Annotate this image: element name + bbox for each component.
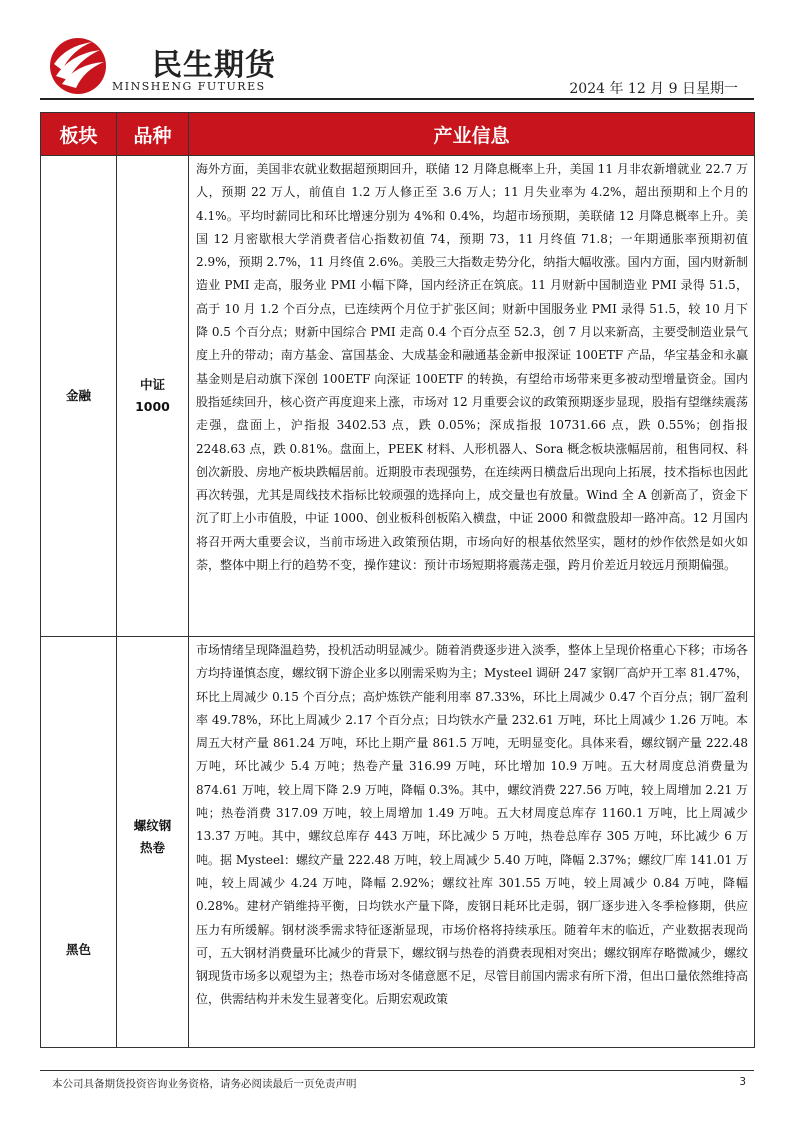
footer-disclaimer: 本公司具备期货投资咨询业务资格，请务必阅读最后一页免责声明: [52, 1078, 357, 1090]
column-header-variety: 品种: [117, 113, 189, 156]
variety-cell: 中证 1000: [117, 156, 189, 637]
page-header: [40, 30, 754, 100]
column-header-info: 产业信息: [189, 113, 755, 156]
industry-info-table: [40, 112, 755, 1048]
sector-cell: 黑色: [41, 637, 117, 1048]
industry-info-cell: 市场情绪呈现降温趋势，投机活动明显减少。随着消费逐步进入淡季，整体上呈现价格重心下移；市场各方均持谨慎态度，螺纹钢下游企业多以刚需采购为主；Mysteel 调研 247 家钢厂高炉开工率 81.47%，环比上周减少 0.15 个百分点；高炉炼铁产能利用率 87.33%，环比上周减少 0.47 个百分点；钢厂盈利率 49.78%，环比上周减少 2.17 个百分点；日均铁水产量 232.61 万吨，环比上周减少 1.26 万吨。本周五大材产量 861.24 万吨，环比上期产量 861.5 万吨，无明显变化。具体来看，螺纹钢产量 222.48 万吨，环比减少 5.4 万吨；热卷产量 316.99 万吨，环比增加 10.9 万吨。五大材周度总消费量为 874.61 万吨，较上周下降 2.9 万吨，降幅 0.3%。其中，螺纹消费 227.56 万吨，较上周增加 2.21 万吨；热卷消费 317.09 万吨，较上周增加 1.49 万吨。五大材周度总库存 1160.1 万吨，比上周减少 13.37 万吨。其中，螺纹总库存 443 万吨，环比减少 5 万吨，热卷总库存 305 万吨，环比减少 6 万吨。据 Mysteel：螺纹产量 222.48 万吨，较上周减少 5.40 万吨，降幅 2.37%；螺纹厂库 141.01 万吨，较上周减少 4.24 万吨，降幅 2.92%；螺纹社库 301.55 万吨，较上周减少 0.84 万吨，降幅 0.28%。建材产销维持平衡，日均铁水产量下降，废钢日耗环比走弱，钢厂逐步进入冬季检修期，供应压力有所缓解。钢材淡季需求特征逐渐显现，市场价格将持续承压。随着年末的临近，产业数据表现尚可，五大钢材消费量环比减少的背景下，螺纹钢与热卷的消费表现相对突出；螺纹钢库存略微减少，螺纹钢现货市场多以观望为主；热卷市场对冬储意愿不足，尽管目前国内需求有所下滑，但出口量依然维持高位，供需结构并未发生显著变化。后期宏观政策: [189, 637, 755, 1048]
table-row: [41, 156, 755, 637]
minsheng-logo-icon: [48, 36, 108, 96]
brand-name-en: MINSHENG FUTURES: [112, 80, 266, 93]
column-header-sector: 板块: [41, 113, 117, 156]
brand-name-cn: 民生期货: [152, 48, 276, 83]
variety-cell: 螺纹钢 热卷: [117, 637, 189, 1048]
page-number: 3: [739, 1076, 746, 1088]
table-row: [41, 637, 755, 1048]
table-header-row: [41, 113, 755, 156]
footer-divider: [40, 1070, 754, 1071]
report-date: 2024 年 12 月 9 日星期一: [569, 81, 738, 97]
sector-cell: 金融: [41, 156, 117, 637]
industry-info-cell: 海外方面，美国非农就业数据超预期回升，联储 12 月降息概率上升，美国 11 月非农新增就业 22.7 万人，预期 22 万人，前值自 1.2 万人修正至 3.6 万人；11 月失业率为 4.2%，超出预期和上个月的 4.1%。平均时薪同比和环比增速分别为 4%和 0.4%，均超市场预期，美联储 12 月降息概率上升。美国 12 月密歇根大学消费者信心指数初值 74，预期 73，11 月终值 71.8；一年期通胀率预期初值 2.9%，预期 2.7%，11 月终值 2.6%。美股三大指数走势分化，纳指大幅收涨。国内方面，国内财新制造业 PMI 走高，服务业 PMI 小幅下降，国内经济正在筑底。11 月财新中国制造业 PMI 录得 51.5，高于 10 月 1.2 个百分点，已连续两个月位于扩张区间；财新中国服务业 PMI 录得 51.5，较 10 月下降 0.5 个百分点；财新中国综合 PMI 走高 0.4 个百分点至 52.3，创 7 月以来新高，主要受制造业景气度上升的带动；南方基金、富国基金、大成基金和融通基金新申报深证 100ETF 产品，华宝基金和永赢基金则是启动旗下深创 100ETF 向深证 100ETF 的转换，有望给市场带来更多被动型增量资金。国内股指延续回升，核心资产再度迎来上涨，市场对 12 月重要会议的政策预期逐步显现，股指有望继续震荡走强，盘面上，沪指报 3402.53 点，跌 0.05%；深成指报 10731.66 点，跌 0.55%；创指报 2248.63 点，跌 0.81%。盘面上，PEEK 材料、人形机器人、Sora 概念板块涨幅居前，租售同权、科创次新股、房地产板块跌幅居前。近期股市表现强势，在连续两日横盘后出现向上拓展，技术指标也因此再次转强，尤其是周线技术指标比较顽强的选择向上，成交量也有放量。Wind 全 A 创新高了，资金下沉了盯上小市值股，中证 1000、创业板科创板陷入横盘，中证 2000 和微盘股却一路冲高。12 月国内将召开两大重要会议，当前市场进入政策预估期，市场向好的根基依然坚实，题材的炒作依然是如火如荼，整体中期上行的趋势不变，操作建议：预计市场短期将震荡走强，跨月价差近月较远月预期偏强。: [189, 156, 755, 637]
header-divider: [40, 98, 754, 100]
